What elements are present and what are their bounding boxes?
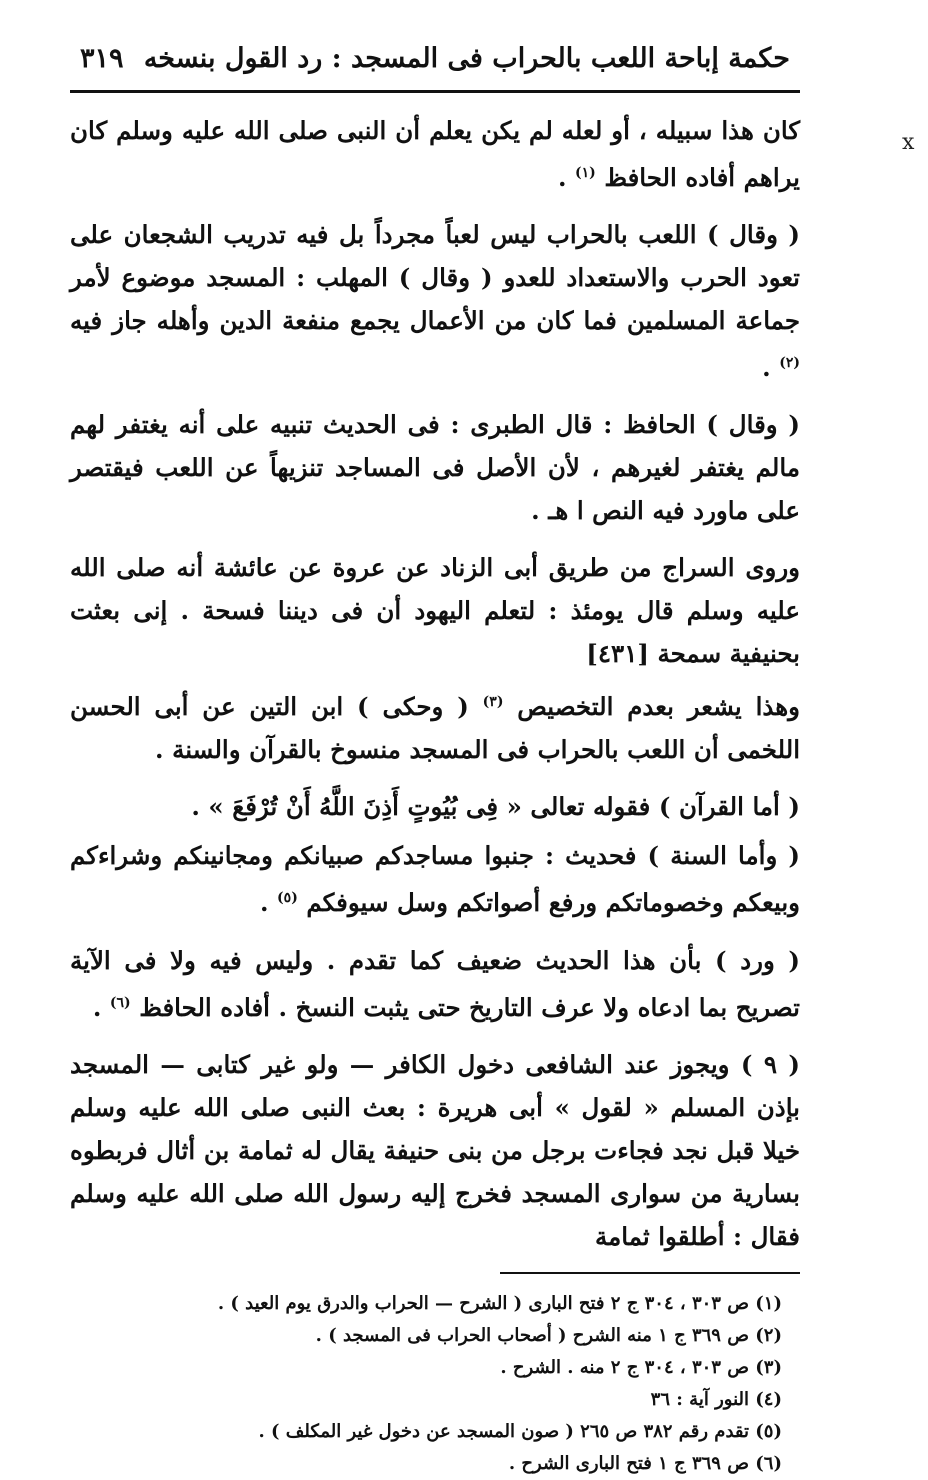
paragraph-text: وهذا يشعر بعدم التخصيص <box>517 692 801 722</box>
footnote-marker: (٣) <box>482 694 504 711</box>
margin-mark: x <box>902 130 915 155</box>
paragraph-end: . <box>557 163 575 193</box>
paragraph-8 <box>70 939 800 1029</box>
footnote-rule <box>500 1272 800 1274</box>
paragraph-text: ( أما القرآن ) فقوله تعالى « فِى بُيُوتٍ أَذِنَ اللَّهُ أَنْ تُرْفَعَ » . <box>191 792 800 822</box>
header-title: حكمة إباحة اللعب بالحراب فى المسجد : رد القول بنسخه <box>143 42 790 74</box>
paragraph-1 <box>70 109 800 199</box>
paragraph-9 <box>70 1043 800 1258</box>
footnote-3: (٣) ص ٣٠٣ ، ٣٠٤ ج ٢ منه . الشرح . <box>500 1356 782 1378</box>
paragraph-text: كان هذا سبيله ، أو لعله لم يكن يعلم أن النبى صلى الله عليه وسلم كان يراهم أفاده الحافظ <box>70 116 800 193</box>
paragraph-3 <box>70 403 800 532</box>
paragraph-text: ( ورد ) بأن هذا الحديث ضعيف كما تقدم . وليس فيه ولا فى الآية تصريح بما ادعاه ولا عرف التاريخ حتى يثبت النسخ . أفاده الحافظ <box>70 945 800 1022</box>
paragraph-end: . <box>762 353 780 383</box>
hadith-reference-number: [٤٣١] <box>586 639 649 669</box>
footnote-5: (٥) تقدم رقم ٣٨٢ ص ٢٦٥ ( صون المسجد عن دخول غير المكلف ) . <box>258 1420 782 1442</box>
paragraph-text: ( وقال ) اللعب بالحراب ليس لعباً مجرداً بل فيه تدريب الشجعان على تعود الحرب والاستعداد للعدو ( وقال ) المهلب : المسجد موضوع لأمر جماعة المسلمين فما كان من الأعمال يجمع منفعة الدين وأهله جاز فيه <box>70 220 800 336</box>
footnote-6: (٦) ص ٣٦٩ ج ١ فتح البارى الشرح . <box>508 1452 782 1474</box>
paragraph-text: ( ٩ ) ويجوز عند الشافعى دخول الكافر — ولو غير كتابى — المسجد بإذن المسلم « لقول » أبى هريرة : بعث النبى صلى الله عليه وسلم خيلا قبل نجد فجاءت برجل من بنى حنيفة يقال له ثمامة بن أثال فربطوه بسارية من سوارى المسجد فخرج إليه رسول الله صلى الله عليه وسلم فقال : أطلقوا ثمامة <box>70 1049 800 1251</box>
header-rule <box>70 90 800 93</box>
page-number: ٣١٩ <box>80 42 124 74</box>
paragraph-2 <box>70 213 800 389</box>
footnote-marker: (٢) <box>779 355 800 372</box>
footnotes <box>70 1288 800 1480</box>
paragraph-end: . <box>259 888 278 918</box>
paragraph-6 <box>70 785 800 828</box>
paragraph-4 <box>70 546 800 675</box>
book-page <box>70 28 800 1480</box>
paragraph-end: ( وحكى ) ابن التين عن أبى الحسن اللخمى أن اللعب بالحراب فى المسجد منسوخ بالقرآن والسنة . <box>70 692 800 765</box>
paragraph-7 <box>70 834 800 924</box>
paragraph-text: ( وأما السنة ) فحديث : جنبوا مساجدكم صبيانكم ومجانينكم وشراءكم وبيعكم وخصوماتكم ورفع أصواتكم وسل سيوفكم <box>70 841 800 918</box>
paragraph-text: ( وقال ) الحافظ : قال الطبرى : فى الحديث تنبيه على أنه يغتفر لهم مالم يغتفر لغيرهم ، لأن الأصل فى المساجد تنزيهاً عن اللعب فيقتصر على ماورد فيه النص ا هـ . <box>70 410 800 526</box>
paragraph-end: . <box>92 992 110 1022</box>
footnote-1: (١) ص ٣٠٣ ، ٣٠٤ ج ٢ فتح البارى ( الشرح — الحراب والدرق يوم العيد ) . <box>217 1292 782 1314</box>
footnote-2: (٢) ص ٣٦٩ ج ١ منه الشرح ( أصحاب الحراب فى المسجد ) . <box>315 1324 782 1346</box>
running-header <box>70 28 800 88</box>
footnote-marker: (٦) <box>109 994 131 1011</box>
footnote-4: (٤) النور آية : ٣٦ <box>650 1388 782 1410</box>
footnote-marker: (١) <box>575 165 596 181</box>
footnote-marker: (٥) <box>277 890 298 907</box>
paragraph-text: وروى السراج من طريق أبى الزناد عن عروة عن عائشة أنه صلى الله عليه وسلم قال يومئذ : لتعلم اليهود أن فى ديننا فسحة . إنى بعثت بحنيفية سمحة <box>70 553 800 669</box>
paragraph-5 <box>70 681 800 771</box>
